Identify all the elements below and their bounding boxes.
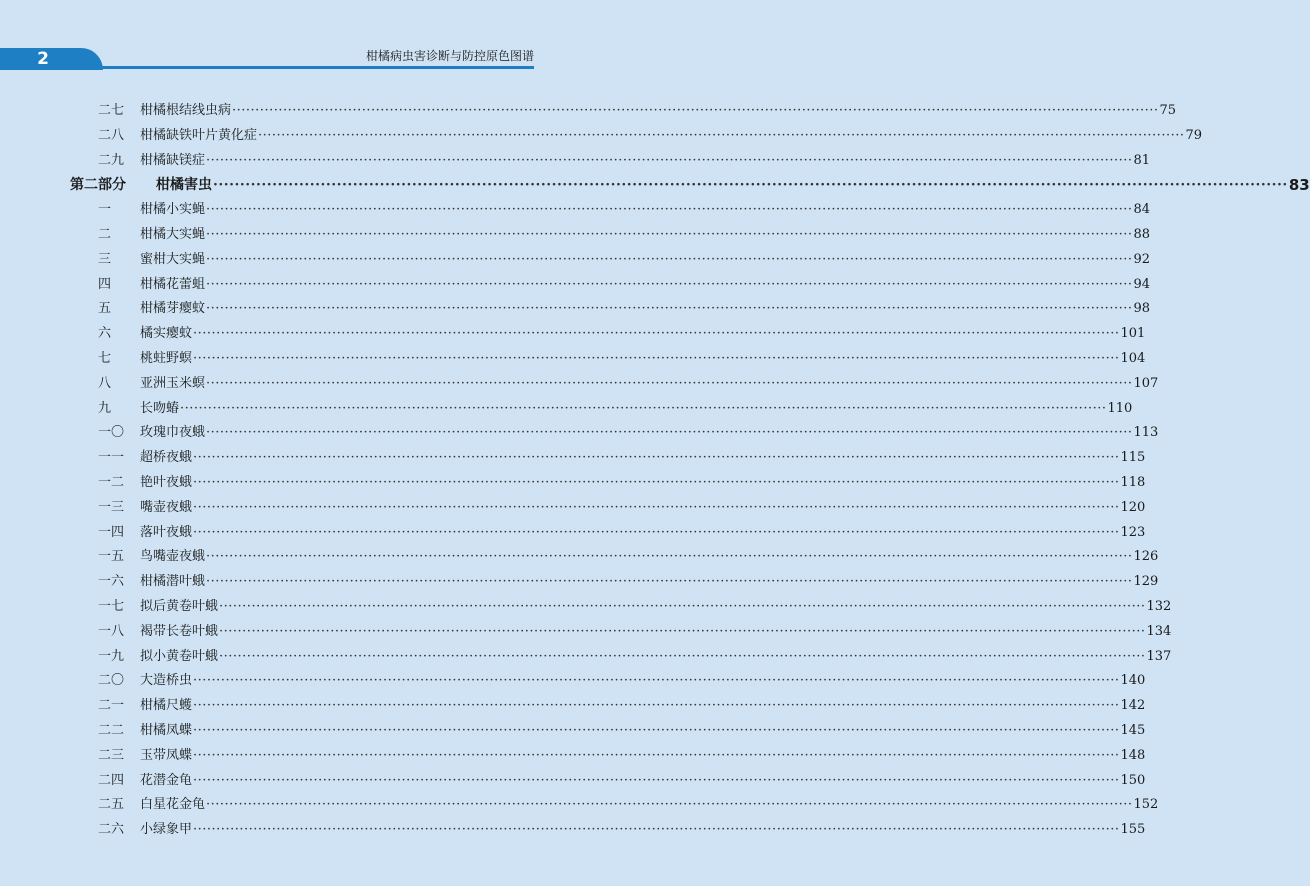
toc-leader-dots: ········································································································································································································	[206, 574, 1133, 590]
toc-page-number: 132	[1146, 599, 1172, 614]
toc-number: 二二	[98, 723, 125, 738]
toc-title: 柑橘小实蝇	[140, 202, 206, 218]
toc-title: 艳叶夜蛾	[140, 475, 193, 490]
toc-leader-dots: ········································································································································································································	[193, 698, 1120, 714]
toc-number: 一四	[98, 524, 125, 540]
page-number: 2	[37, 49, 49, 69]
toc-page-number: 81	[1133, 152, 1151, 168]
toc-title: 桃蛀野螟	[140, 351, 193, 366]
toc-title: 拟小黄卷叶蛾	[140, 648, 219, 664]
toc-page-number: 129	[1133, 574, 1159, 590]
toc-entry-row	[98, 522, 1146, 544]
toc-page-number: 140	[1120, 673, 1146, 689]
toc-title: 长吻蝽	[140, 400, 180, 416]
toc-page-number: 101	[1120, 326, 1146, 342]
toc-entry-row	[98, 373, 1159, 395]
toc-number: 一〇	[98, 425, 125, 441]
toc-entry-row	[98, 224, 1151, 246]
toc-title: 玉带凤蝶	[140, 747, 193, 763]
toc-entry-row	[98, 447, 1146, 469]
page-header	[0, 48, 534, 70]
toc-leader-dots: ········································································································································································································	[193, 326, 1120, 342]
toc-title: 柑橘根结线虫病	[140, 103, 232, 118]
book-title: 柑橘病虫害诊断与防控原色图谱	[365, 49, 534, 63]
toc-number: 七	[98, 351, 112, 366]
toc-leader-dots: ········································································································································································································	[206, 425, 1133, 441]
toc-number: 二七	[98, 103, 125, 118]
toc-title: 玫瑰巾夜蛾	[140, 425, 206, 441]
toc-title: 柑橘花蕾蛆	[140, 276, 206, 292]
toc-number: 第二部分	[70, 177, 126, 194]
toc-entry-row	[98, 323, 1146, 345]
toc-entry-row	[98, 472, 1146, 494]
toc-page-number: 134	[1146, 623, 1172, 639]
toc-number: 一二	[98, 475, 125, 490]
toc-leader-dots: ········································································································································································································	[193, 747, 1120, 763]
toc-title: 柑橘潜叶蛾	[140, 574, 206, 590]
toc-entry-row	[98, 819, 1146, 841]
toc-title: 花潜金龟	[140, 772, 193, 788]
toc-number: 二九	[98, 152, 125, 168]
toc-entry-row	[98, 125, 1203, 147]
toc-number: 一五	[98, 549, 125, 565]
toc-entry-row	[98, 646, 1172, 668]
toc-number: 二四	[98, 772, 125, 788]
toc-title: 柑橘缺铁叶片黄化症	[140, 127, 258, 143]
toc-number: 四	[98, 276, 112, 292]
toc-number: 六	[98, 326, 112, 342]
header-rule	[100, 66, 534, 69]
toc-leader-dots: ········································································································································································································	[219, 623, 1146, 639]
toc-section-row	[70, 174, 1310, 196]
toc-number: 二八	[98, 127, 125, 143]
toc-title: 鸟嘴壶夜蛾	[140, 549, 206, 565]
toc-leader-dots: ········································································································································································································	[219, 599, 1146, 614]
toc-leader-dots: ········································································································································································································	[232, 103, 1159, 118]
toc-number: 五	[98, 301, 112, 317]
toc-leader-dots: ········································································································································································································	[206, 797, 1133, 813]
toc-entry-row	[98, 249, 1151, 271]
toc-leader-dots: ········································································································································································································	[206, 375, 1133, 391]
toc-page-number: 107	[1133, 375, 1159, 391]
toc-entry-row	[98, 571, 1159, 593]
toc-number: 二三	[98, 747, 125, 763]
toc-title: 白星花金龟	[140, 797, 206, 813]
toc-title: 柑橘害虫	[156, 177, 212, 194]
toc-entry-row	[98, 596, 1172, 618]
toc-title: 落叶夜蛾	[140, 524, 193, 540]
toc-number: 二	[98, 227, 112, 242]
toc-title: 柑橘芽瘿蚊	[140, 301, 206, 317]
toc-leader-dots: ········································································································································································································	[193, 822, 1120, 838]
toc-page-number: 148	[1120, 747, 1146, 763]
toc-title: 小绿象甲	[140, 822, 193, 838]
toc-entry-row	[98, 670, 1146, 692]
toc-title: 拟后黄卷叶蛾	[140, 599, 219, 614]
toc-page-number: 98	[1133, 301, 1151, 317]
toc-page-number: 79	[1185, 127, 1203, 143]
toc-number: 九	[98, 400, 112, 416]
toc-entry-row	[98, 720, 1146, 742]
toc-leader-dots: ········································································································································································································	[206, 202, 1133, 218]
toc-leader-dots: ········································································································································································································	[206, 301, 1133, 317]
toc-number: 一八	[98, 623, 125, 639]
toc-entry-row	[98, 422, 1159, 444]
toc-leader-dots: ········································································································································································································	[193, 723, 1120, 738]
toc-entry-row	[98, 497, 1146, 519]
toc-leader-dots: ········································································································································································································	[213, 177, 1288, 194]
toc-number: 一一	[98, 450, 125, 466]
toc-title: 柑橘尺蠖	[140, 698, 193, 714]
toc-title: 超桥夜蛾	[140, 450, 193, 466]
toc-title: 柑橘凤蝶	[140, 723, 193, 738]
toc-leader-dots: ········································································································································································································	[180, 400, 1107, 416]
toc-title: 大造桥虫	[140, 673, 193, 689]
toc-number: 一七	[98, 599, 125, 614]
toc-page-number: 75	[1159, 103, 1177, 118]
toc-page-number: 126	[1133, 549, 1159, 565]
toc-number: 一	[98, 202, 112, 218]
toc-page-number: 94	[1133, 276, 1151, 292]
toc-page-number: 84	[1133, 202, 1151, 218]
toc-entry-row	[98, 199, 1151, 221]
toc-title: 嘴壶夜蛾	[140, 499, 193, 515]
toc-leader-dots: ········································································································································································································	[206, 276, 1133, 292]
toc-entry-row	[98, 274, 1151, 296]
toc-entry-row	[98, 621, 1172, 643]
toc-page-number: 155	[1120, 822, 1146, 838]
toc-entry-row	[98, 745, 1146, 767]
toc-leader-dots: ········································································································································································································	[193, 475, 1120, 490]
toc-leader-dots: ········································································································································································································	[206, 227, 1133, 242]
toc-leader-dots: ········································································································································································································	[206, 152, 1133, 168]
toc-leader-dots: ········································································································································································································	[193, 524, 1120, 540]
toc-entry-row	[98, 695, 1146, 717]
toc-page-number: 110	[1107, 400, 1133, 416]
toc-entry-row	[98, 298, 1151, 320]
toc-page-number: 92	[1133, 251, 1151, 267]
toc-page-number: 145	[1120, 723, 1146, 738]
toc-number: 三	[98, 251, 112, 267]
toc-title: 亚洲玉米螟	[140, 375, 206, 391]
toc-page-number: 142	[1120, 698, 1146, 714]
toc-leader-dots: ········································································································································································································	[193, 351, 1120, 366]
toc-entry-row	[98, 770, 1146, 792]
toc-number: 八	[98, 375, 112, 391]
toc-title: 柑橘缺镁症	[140, 152, 206, 168]
toc-title: 橘实瘿蚊	[140, 326, 193, 342]
toc-leader-dots: ········································································································································································································	[219, 648, 1146, 664]
toc-number: 二六	[98, 822, 125, 838]
toc-entry-row	[98, 794, 1159, 816]
toc-page-number: 83	[1288, 176, 1310, 195]
toc-number: 二一	[98, 698, 125, 714]
toc-leader-dots: ········································································································································································································	[193, 772, 1120, 788]
toc-number: 一三	[98, 499, 125, 515]
toc-page-number: 137	[1146, 648, 1172, 664]
toc-number: 一六	[98, 574, 125, 590]
toc-leader-dots: ········································································································································································································	[193, 673, 1120, 689]
toc-number: 二〇	[98, 673, 125, 689]
toc-entry-row	[98, 150, 1151, 172]
toc-page-number: 115	[1120, 450, 1146, 466]
toc-number: 二五	[98, 797, 125, 813]
toc-page-number: 104	[1120, 351, 1146, 366]
toc-page-number: 152	[1133, 797, 1159, 813]
page-number-tab	[0, 48, 103, 70]
toc-page-number: 123	[1120, 524, 1146, 540]
toc-entry-row	[98, 398, 1133, 420]
toc-entry-row	[98, 348, 1146, 370]
toc-leader-dots: ········································································································································································································	[206, 549, 1133, 565]
toc-title: 柑橘大实蝇	[140, 227, 206, 242]
toc-title: 褐带长卷叶蛾	[140, 623, 219, 639]
toc-number: 一九	[98, 648, 125, 664]
toc-entry-row	[98, 100, 1177, 122]
toc-page-number: 150	[1120, 772, 1146, 788]
toc-title: 蜜柑大实蝇	[140, 251, 206, 267]
toc-leader-dots: ········································································································································································································	[258, 127, 1185, 143]
toc-page-number: 120	[1120, 499, 1146, 515]
toc-page-number: 113	[1133, 425, 1159, 441]
toc-entry-row	[98, 546, 1159, 568]
toc-leader-dots: ········································································································································································································	[193, 499, 1120, 515]
toc-leader-dots: ········································································································································································································	[193, 450, 1120, 466]
toc-page-number: 88	[1133, 227, 1151, 242]
toc-page-number: 118	[1120, 475, 1146, 490]
toc-leader-dots: ········································································································································································································	[206, 251, 1133, 267]
